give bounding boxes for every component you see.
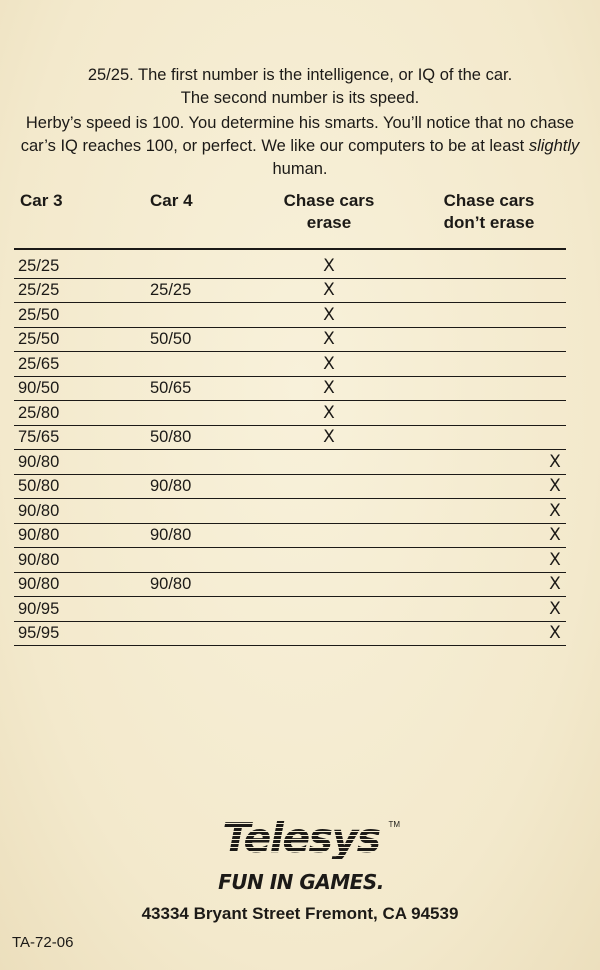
car4-value-cell bbox=[146, 523, 266, 548]
erase-mark-cell bbox=[266, 523, 392, 548]
no-erase-mark-cell bbox=[392, 278, 566, 303]
erase-mark-cell bbox=[266, 425, 392, 450]
table-row bbox=[14, 278, 566, 303]
logo-wordmark: Telesys bbox=[196, 816, 406, 860]
table-row bbox=[14, 376, 566, 401]
erase-mark-cell bbox=[266, 327, 392, 352]
table-body bbox=[14, 249, 566, 646]
intro-paragraph-1 bbox=[20, 64, 580, 110]
car3-value-cell bbox=[14, 327, 146, 352]
no-erase-mark-cell bbox=[392, 621, 566, 646]
car3-value: 90/80 bbox=[18, 452, 60, 471]
intro-line-2: The second number is its speed. bbox=[180, 89, 420, 107]
erase-mark: X bbox=[323, 304, 335, 325]
car3-value: 90/80 bbox=[18, 575, 60, 594]
car4-value: 50/65 bbox=[150, 379, 192, 398]
table-row bbox=[14, 621, 566, 646]
car3-value: 25/80 bbox=[18, 403, 60, 422]
car3-value-cell bbox=[14, 474, 146, 499]
erase-mark: X bbox=[323, 255, 335, 276]
header-chase-no-erase bbox=[392, 190, 566, 249]
car4-value-cell bbox=[146, 425, 266, 450]
erase-mark-cell bbox=[266, 249, 392, 278]
car3-value-cell bbox=[14, 621, 146, 646]
car3-value: 90/50 bbox=[18, 379, 60, 398]
car3-value-cell bbox=[14, 548, 146, 573]
no-erase-mark-cell bbox=[392, 572, 566, 597]
car4-value-cell bbox=[146, 572, 266, 597]
car3-value-cell bbox=[14, 352, 146, 377]
header-chase-erase-label: Chase cars erase bbox=[283, 191, 375, 232]
intro-paragraph-2 bbox=[20, 112, 580, 181]
car4-value: 50/50 bbox=[150, 330, 192, 349]
car4-value-cell bbox=[146, 621, 266, 646]
header-car3: Car 3 bbox=[14, 190, 146, 249]
car4-value: 25/25 bbox=[150, 281, 192, 300]
car4-value-cell bbox=[146, 401, 266, 426]
no-erase-mark-cell bbox=[392, 548, 566, 573]
erase-mark-cell bbox=[266, 548, 392, 573]
car3-value: 90/80 bbox=[18, 501, 60, 520]
car4-value-cell bbox=[146, 474, 266, 499]
car3-value-cell bbox=[14, 249, 146, 278]
table-row bbox=[14, 249, 566, 278]
telesys-logo bbox=[196, 816, 406, 860]
no-erase-mark-cell bbox=[392, 425, 566, 450]
car4-value-cell bbox=[146, 278, 266, 303]
no-erase-mark-cell bbox=[392, 303, 566, 328]
car3-value-cell bbox=[14, 450, 146, 475]
car3-value: 25/25 bbox=[18, 256, 60, 275]
no-erase-mark-cell bbox=[392, 401, 566, 426]
car4-value-cell bbox=[146, 548, 266, 573]
erase-mark: X bbox=[323, 427, 335, 448]
car3-value: 25/50 bbox=[18, 305, 60, 324]
document-code: TA-72-06 bbox=[12, 934, 74, 951]
chase-car-table bbox=[14, 190, 566, 646]
erase-mark-cell bbox=[266, 450, 392, 475]
no-erase-mark: X bbox=[549, 598, 561, 619]
table-row bbox=[14, 327, 566, 352]
table-row bbox=[14, 499, 566, 524]
table-row bbox=[14, 303, 566, 328]
car4-value-cell bbox=[146, 327, 266, 352]
car3-value-cell bbox=[14, 278, 146, 303]
intro-italic-word: slightly bbox=[528, 137, 580, 155]
erase-mark-cell bbox=[266, 278, 392, 303]
intro-text bbox=[20, 64, 580, 181]
erase-mark-cell bbox=[266, 376, 392, 401]
car3-value: 90/80 bbox=[18, 526, 60, 545]
car4-value-cell bbox=[146, 376, 266, 401]
erase-mark-cell bbox=[266, 401, 392, 426]
erase-mark-cell bbox=[266, 474, 392, 499]
car3-value-cell bbox=[14, 523, 146, 548]
car3-value-cell bbox=[14, 597, 146, 622]
car4-value: 90/80 bbox=[150, 477, 192, 496]
erase-mark-cell bbox=[266, 572, 392, 597]
erase-mark: X bbox=[323, 280, 335, 301]
intro-para2-end: human. bbox=[272, 160, 328, 178]
erase-mark-cell bbox=[266, 499, 392, 524]
no-erase-mark: X bbox=[549, 549, 561, 570]
trademark-symbol: TM bbox=[388, 820, 400, 829]
car3-value-cell bbox=[14, 401, 146, 426]
table-row bbox=[14, 352, 566, 377]
erase-mark-cell bbox=[266, 621, 392, 646]
no-erase-mark: X bbox=[549, 451, 561, 472]
no-erase-mark: X bbox=[549, 574, 561, 595]
company-address: 43334 Bryant Street Fremont, CA 94539 bbox=[141, 904, 459, 923]
header-car4: Car 4 bbox=[146, 190, 266, 249]
no-erase-mark-cell bbox=[392, 327, 566, 352]
header-chase-no-erase-label: Chase cars don’t erase bbox=[443, 191, 535, 232]
car4-value: 90/80 bbox=[150, 575, 192, 594]
no-erase-mark-cell bbox=[392, 450, 566, 475]
erase-mark: X bbox=[323, 329, 335, 350]
car4-value-cell bbox=[146, 249, 266, 278]
no-erase-mark: X bbox=[549, 623, 561, 644]
no-erase-mark: X bbox=[549, 500, 561, 521]
car3-value-cell bbox=[14, 572, 146, 597]
no-erase-mark-cell bbox=[392, 376, 566, 401]
tagline: FUN IN GAMES. bbox=[218, 870, 384, 894]
car4-value-cell bbox=[146, 597, 266, 622]
table-row bbox=[14, 474, 566, 499]
erase-mark-cell bbox=[266, 597, 392, 622]
car3-value-cell bbox=[14, 425, 146, 450]
table-row bbox=[14, 401, 566, 426]
intro-para2-text: Herby’s speed is 100. You determine his smarts. You’ll notice that no chase car’s IQ reaches 100, or perfect. We like our computers to be at least bbox=[20, 114, 575, 155]
erase-mark: X bbox=[323, 353, 335, 374]
car4-value-cell bbox=[146, 499, 266, 524]
header-chase-erase bbox=[266, 190, 392, 249]
car3-value: 25/50 bbox=[18, 330, 60, 349]
table-row bbox=[14, 548, 566, 573]
car3-value: 75/65 bbox=[18, 428, 60, 447]
no-erase-mark-cell bbox=[392, 474, 566, 499]
car4-value-cell bbox=[146, 352, 266, 377]
car4-value-cell bbox=[146, 450, 266, 475]
table-row bbox=[14, 523, 566, 548]
no-erase-mark-cell bbox=[392, 499, 566, 524]
car4-value: 50/80 bbox=[150, 428, 192, 447]
car3-value-cell bbox=[14, 499, 146, 524]
car3-value: 90/80 bbox=[18, 550, 60, 569]
erase-mark-cell bbox=[266, 352, 392, 377]
table-row bbox=[14, 425, 566, 450]
car3-value-cell bbox=[14, 376, 146, 401]
car4-value-cell bbox=[146, 303, 266, 328]
no-erase-mark-cell bbox=[392, 597, 566, 622]
table-row bbox=[14, 450, 566, 475]
no-erase-mark: X bbox=[549, 476, 561, 497]
table-header-row bbox=[14, 190, 566, 249]
car3-value: 50/80 bbox=[18, 477, 60, 496]
erase-mark: X bbox=[323, 378, 335, 399]
erase-mark: X bbox=[323, 402, 335, 423]
no-erase-mark-cell bbox=[392, 523, 566, 548]
car3-value-cell bbox=[14, 303, 146, 328]
no-erase-mark-cell bbox=[392, 249, 566, 278]
intro-line-1: 25/25. The first number is the intelligence, or IQ of the car. bbox=[87, 66, 513, 84]
car3-value: 90/95 bbox=[18, 599, 60, 618]
table-row bbox=[14, 597, 566, 622]
car4-value: 90/80 bbox=[150, 526, 192, 545]
car3-value: 95/95 bbox=[18, 624, 60, 643]
erase-mark-cell bbox=[266, 303, 392, 328]
no-erase-mark: X bbox=[549, 525, 561, 546]
no-erase-mark-cell bbox=[392, 352, 566, 377]
car3-value: 25/65 bbox=[18, 354, 60, 373]
car3-value: 25/25 bbox=[18, 281, 60, 300]
table-row bbox=[14, 572, 566, 597]
